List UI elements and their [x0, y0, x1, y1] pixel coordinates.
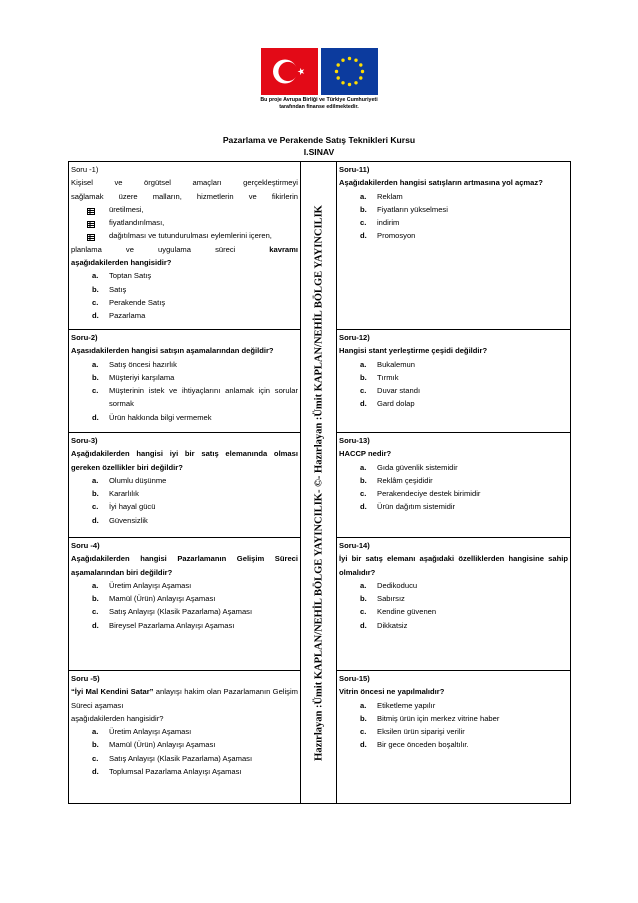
option-letter: a. [360, 359, 367, 369]
option-text: Reklam [377, 191, 403, 201]
option-text: Bukalemun [377, 359, 415, 369]
bullet-text: fiyatlandırılması, [109, 218, 165, 228]
bullet-icon [87, 219, 95, 226]
option-letter: b. [92, 489, 99, 499]
question-title: Soru-11) [339, 165, 370, 174]
option-letter: a. [360, 700, 367, 710]
answer-option [339, 397, 568, 410]
option-letter: d. [360, 231, 367, 241]
question-ask: aşağıdakilerden hangisidir? [71, 258, 172, 268]
option-letter: c. [360, 386, 367, 396]
question-title: Soru -1) [71, 165, 99, 174]
logo-caption-line1: Bu proje Avrupa Birliği ve Türkiye Cumhuriyeti [260, 97, 378, 103]
turkey-flag-icon [261, 48, 318, 95]
option-text: Bir gece önceden boşaltılır. [377, 740, 469, 750]
vertical-credit-text: Hazırlayan :Ümit KAPLAN/NEHİL BÖLGE YAYINCILIK- ©- Hazırlayan :Ümit KAPLAN/NEHİL BÖLGE YAYINCILIK [312, 204, 324, 761]
question-1 [69, 162, 301, 330]
option-text: Satış [109, 284, 127, 294]
option-text: Dedikoducu [377, 580, 418, 590]
answer-option [339, 474, 568, 487]
option-text: Ürün hakkında bilgi vermemek [109, 412, 212, 422]
option-text: Müşteriyi karşılama [109, 372, 175, 382]
option-letter: c. [360, 489, 367, 499]
answer-option [339, 384, 568, 397]
question-text: Aşasıdakilerden hangisi satışın aşamalarından değildir? [71, 346, 274, 356]
answer-options [71, 358, 298, 424]
bullet-text: dağıtılması ve tutundurulması eylemlerini içeren, [109, 231, 272, 241]
question-text: Aşağıdakilerden hangisi iyi bir satış elemanında olması gereken özellikler biri değildir? [71, 449, 298, 472]
answer-option [339, 699, 568, 712]
question-title: Soru-14) [339, 541, 370, 550]
option-letter: c. [92, 297, 99, 307]
option-letter: a. [92, 580, 99, 590]
option-letter: c. [92, 607, 99, 617]
question-title: Soru-13) [339, 436, 370, 445]
answer-option [71, 579, 298, 592]
answer-option [71, 725, 298, 738]
option-text: Mamül (Ürün) Anlayışı Aşaması [109, 594, 216, 604]
option-text: Güvensizlik [109, 515, 148, 525]
option-text: Kendine güvenen [377, 607, 437, 617]
option-letter: b. [360, 713, 367, 723]
answer-option [339, 592, 568, 605]
answer-option [339, 371, 568, 384]
answer-option [71, 487, 298, 500]
option-text: İyi hayal gücü [109, 502, 156, 512]
bullet-icon [87, 206, 95, 213]
option-letter: d. [92, 311, 99, 321]
option-letter: b. [360, 204, 367, 214]
question-title: Soru-15) [339, 674, 370, 683]
exam-label: I.SINAV [303, 147, 335, 157]
answer-option [339, 619, 568, 632]
option-letter: a. [360, 462, 367, 472]
option-letter: a. [360, 191, 367, 201]
option-letter: c. [360, 607, 367, 617]
question-title: Soru-3) [71, 436, 98, 445]
question-text-part: planlama ve uygulama süreci [71, 244, 236, 254]
option-letter: d. [92, 620, 99, 630]
option-text: Pazarlama [109, 311, 146, 321]
answer-option [339, 461, 568, 474]
question-text: Hangisi stant yerleştirme çeşidi değildir? [339, 346, 488, 356]
question-title: Soru-12) [339, 333, 370, 342]
option-letter: b. [92, 594, 99, 604]
option-letter: b. [360, 594, 367, 604]
question-11 [337, 162, 571, 330]
bullet-text: üretilmesi, [109, 204, 144, 214]
question-text-part: anlayışı hakim olan Pazarlamanın Gelişim Süreci aşaması [71, 687, 298, 710]
option-text: Dikkatsiz [377, 620, 408, 630]
question-quote: “İyi Mal Kendini Satar” [71, 687, 154, 697]
question-3 [69, 433, 301, 538]
option-text: Toplumsal Pazarlama Anlayışı Aşaması [109, 767, 242, 777]
option-letter: d. [92, 767, 99, 777]
question-text: HACCP nedir? [339, 449, 392, 459]
option-text: Ürün dağıtım sistemidir [377, 502, 456, 512]
option-text: Bitmiş ürün için merkez vitrine haber [377, 713, 500, 723]
option-text: Etiketleme yapılır [377, 700, 436, 710]
answer-option [71, 269, 298, 282]
question-row [69, 162, 571, 330]
option-text: Kararlılık [109, 489, 139, 499]
option-text: Gard dolap [377, 399, 415, 409]
answer-option [71, 605, 298, 618]
answer-options [71, 269, 298, 322]
bullet-item [71, 203, 298, 216]
bullet-item [71, 216, 298, 229]
option-letter: a. [92, 359, 99, 369]
answer-option [71, 371, 298, 384]
option-text: Tırmık [377, 372, 399, 382]
option-text: Olumlu düşünme [109, 475, 167, 485]
option-letter: a. [360, 580, 367, 590]
option-text: Bireysel Pazarlama Anlayışı Aşaması [109, 620, 235, 630]
option-letter: a. [92, 727, 99, 737]
question-text [71, 243, 298, 256]
question-5 [69, 671, 301, 804]
answer-options [71, 725, 298, 778]
answer-option [339, 229, 568, 242]
answer-option [71, 283, 298, 296]
option-letter: b. [360, 475, 367, 485]
answer-option [339, 712, 568, 725]
question-4 [69, 538, 301, 671]
answer-option [339, 487, 568, 500]
answer-option [71, 619, 298, 632]
option-text: Satış Anlayışı (Klasik Pazarlama) Aşaması [109, 753, 253, 763]
option-letter: d. [360, 399, 367, 409]
question-text: Kişisel ve örgütsel amaçları gerçekleştirmeyi [71, 178, 298, 188]
answer-option [71, 296, 298, 309]
answer-option [71, 384, 298, 411]
option-text: Satış Anlayışı (Klasik Pazarlama) Aşaması [109, 607, 253, 617]
answer-option [339, 738, 568, 751]
bullet-icon [87, 232, 95, 239]
option-text: Eksilen ürün siparişi verilir [377, 727, 465, 737]
option-letter: c. [92, 386, 99, 396]
option-text: Mamül (Ürün) Anlayışı Aşaması [109, 740, 216, 750]
option-letter: b. [92, 284, 99, 294]
answer-option [71, 765, 298, 778]
question-keyword: kavramı [269, 244, 298, 254]
option-text: Müşterinin istek ve ihtiyaçlarını anlamak için sorular sormak [109, 386, 298, 409]
question-text: sağlamak üzere malların, hizmetlerin ve fikirlerin [71, 191, 298, 201]
answer-options [339, 699, 568, 752]
question-14 [337, 538, 571, 671]
option-letter: b. [92, 372, 99, 382]
option-letter: d. [92, 412, 99, 422]
option-text: Satış öncesi hazırlık [109, 359, 177, 369]
option-text: indirim [377, 218, 400, 228]
question-title: Soru-2) [71, 333, 98, 342]
option-text: Duvar standı [377, 386, 421, 396]
eu-flag-icon [321, 48, 378, 95]
answer-option [71, 592, 298, 605]
option-text: Fiyatların yükselmesi [377, 204, 448, 214]
answer-option [71, 752, 298, 765]
answer-option [71, 309, 298, 322]
option-letter: c. [360, 218, 367, 228]
eu-turkey-logo [257, 48, 381, 118]
answer-options [71, 579, 298, 632]
answer-options [71, 474, 298, 527]
option-letter: d. [360, 620, 367, 630]
answer-options [339, 358, 568, 411]
question-ask: aşağıdakilerden hangisidir? [71, 713, 164, 723]
option-letter: c. [92, 502, 99, 512]
question-text: Vitrin öncesi ne yapılmalıdır? [339, 687, 445, 697]
option-letter: b. [360, 372, 367, 382]
answer-option [339, 190, 568, 203]
question-text: Aşağıdakilerden hangisi satışların artmasına yol açmaz? [339, 178, 543, 188]
option-text: Toptan Satış [109, 271, 152, 281]
bullet-list [71, 203, 298, 243]
answer-option [339, 579, 568, 592]
answer-option [339, 725, 568, 738]
option-letter: c. [92, 753, 99, 763]
question-13 [337, 433, 571, 538]
option-letter: a. [92, 475, 99, 485]
answer-option [71, 358, 298, 371]
option-letter: c. [360, 727, 367, 737]
answer-option [339, 216, 568, 229]
answer-option [71, 411, 298, 424]
answer-options [339, 579, 568, 632]
option-text: Perakendeciye destek birimidir [377, 489, 481, 499]
option-text: Gıda güvenlik sistemidir [377, 462, 458, 472]
answer-option [339, 358, 568, 371]
question-15 [337, 671, 571, 804]
answer-option [71, 738, 298, 751]
answer-options [339, 461, 568, 514]
option-letter: d. [92, 515, 99, 525]
option-letter: a. [92, 271, 99, 281]
answer-options [339, 190, 568, 243]
option-text: Perakende Satış [109, 297, 166, 307]
option-text: Sabırsız [377, 594, 405, 604]
vertical-credit-cell [301, 162, 337, 804]
option-letter: d. [360, 740, 367, 750]
answer-option [71, 514, 298, 527]
bullet-item [71, 229, 298, 242]
logo-caption [257, 97, 381, 110]
question-text: İyi bir satış elemanı aşağıdaki özelliklerden hangisine sahip olmalıdır? [339, 554, 568, 577]
question-12 [337, 330, 571, 433]
option-letter: d. [360, 502, 367, 512]
question-text [71, 685, 298, 712]
answer-option [339, 605, 568, 618]
exam-table [68, 161, 571, 804]
option-text: Üretim Anlayışı Aşaması [109, 580, 192, 590]
question-title: Soru -5) [71, 674, 100, 683]
option-text: Promosyon [377, 231, 416, 241]
question-title: Soru -4) [71, 541, 100, 550]
answer-option [71, 474, 298, 487]
option-letter: b. [92, 740, 99, 750]
answer-option [339, 203, 568, 216]
document-title: Pazarlama ve Perakende Satış Teknikleri Kursu [222, 135, 416, 145]
answer-option [71, 500, 298, 513]
logo-caption-line2: tarafından finanse edilmektedir. [279, 103, 359, 110]
question-2 [69, 330, 301, 433]
answer-option [339, 500, 568, 513]
question-text: Aşağıdakilerden hangisi Pazarlamanın Gelişim Süreci aşamalarından biri değildir? [71, 554, 298, 577]
option-text: Üretim Anlayışı Aşaması [109, 727, 192, 737]
option-text: Reklâm çeşididir [377, 475, 433, 485]
